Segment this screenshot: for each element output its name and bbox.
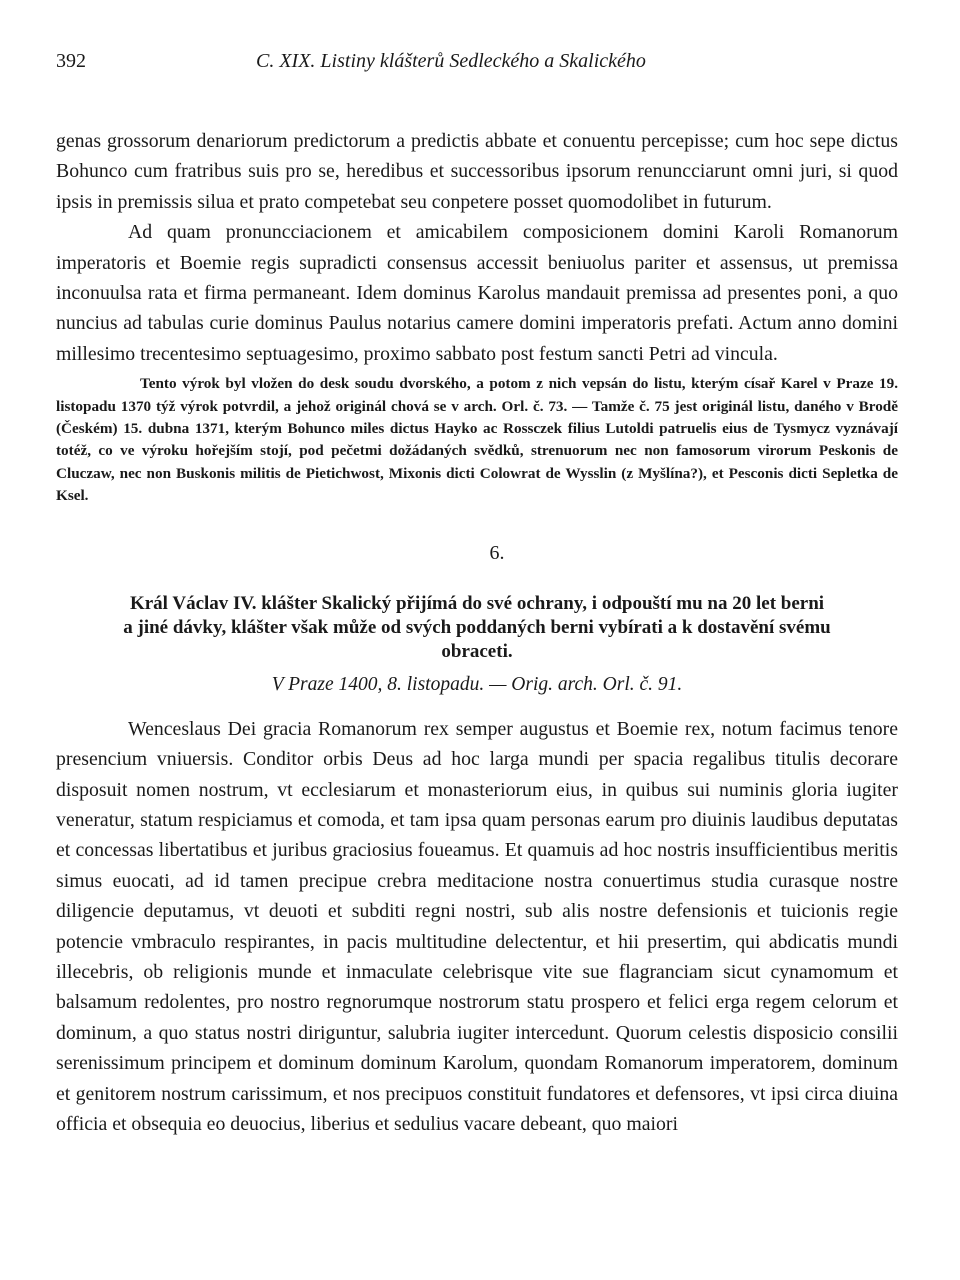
paragraph-continuation: genas grossorum denariorum predictorum a predictis abbate et conuentu percepisse; cum hoc sepe dictus Bohunco cum fratribus suis pro se, heredibus et successoribus ipsorum renuncciarunt omni juri, si quod ipsis in premissis silua et prato competebat seu conpetere posset quomodolibet in futurum. (56, 130, 898, 213)
running-title: C. XIX. Listiny klášterů Sedleckého a Skalického (256, 50, 646, 72)
paragraph-closing: Ad quam pronuncciacionem et amicabilem composicionem domini Karoli Romanorum imperatoris et Boemie regis supradicti consensus accessit beniuolus pariter et assensus, ut premissa inconuulsa rata et firma permaneant. Idem dominus Karolus mandauit premissa ad presentes poni, a quo nuncius ad tabulas curie dominus Paulus notarius camere domini imperatoris prefati. Actum anno domini millesimo trecentesimo septuagesimo, proximo sabbato post festum sancti Petri ad vincula. (56, 221, 898, 365)
document-heading (56, 592, 898, 664)
editorial-note: Tento výrok byl vložen do desk soudu dvorského, a potom z nich vepsán do listu, kterým císař Karel v Praze 19. listopadu 1370 týž výrok potvrdil, a jehož originál chová se v arch. Orl. č. 73. — Tamže č. 75 jest originál listu, daného v Brodě (Českém) 15. dubna 1371, kterým Bohunco miles dictus Hayko ac Rossczek filius Lutoldi patruelis eius de Tysmycz vyznávají totéž, co ve výroku hořejším stojí, pod pečetmi dožádaných svědků, strenuorum nec non famosorum virorum Peskonis de Cluczaw, nec non Buskonis militis de Pietichwost, Mixonis dicti Colowrat de Wysslin (z Myšlína?), et Pesconis dicti Sepletka de Ksel. (56, 375, 898, 505)
page-number: 392 (56, 50, 86, 72)
heading-line: Král Václav IV. klášter Skalický přijímá do své ochrany, i odpouští mu na 20 let berni (129, 592, 825, 614)
document-number: 6. (489, 541, 505, 564)
heading-line: a jiné dávky, klášter však může od svých poddaných berni vybírati a k dostavění svému (123, 616, 831, 638)
previous-document-continuation (56, 126, 898, 508)
heading-line: obraceti. (441, 640, 513, 662)
charter-text: Wenceslaus Dei gracia Romanorum rex semper augustus et Boemie rex, notum facimus tenore presencium vniuersis. Conditor orbis Deus ad hoc larga mundi per spacia regalibus titulis decorare disposuit nomen nostrum, vt ecclesiarum et monasteriorum eius, in quibus sui numinis gloria iugiter veneratur, statum respiciamus et comoda, et tam ipsa quam personas earum pro diuinis laudibus deputatas et concessas libertatibus et juribus graciosius foueamus. Et quamuis ad hoc nostris insufficientibus meritis simus euocati, ad id tamen precipue crebra meditacione nostra conuertimus studia curasque nostre diligencie deputamus, vt deuoti et subditi regni nostri, sub alis nostre defensionis et tuicionis regie potencie vmbraculo respirantes, in pacis multitudine delectentur, et hii presertim, qui abdicatis mundi illecebris, ob religionis munde et inmaculate celebrisque vite sue flagranciam sicut cynamomum et balsamum redolentes, pro nostro regnorumque nostrorum statu prospero et felici erga regem celorum et dominum, a quo status nostri diriguntur, salubria iugiter intercedunt. Quorum celestis disposicio consilii serenissimum principem et dominum dominum Karolum, quondam Romanorum imperatorem, dominum et genitorem nostrum carissimum, et nos precipuos constituit fundatores et defensores, vt ipsi circa diuina officia et obsequia eo deuocius, liberius et sedulius vacare debeant, quo maiori (56, 717, 898, 1135)
dateline: V Praze 1400, 8. listopadu. — Orig. arch. Orl. č. 91. (271, 673, 683, 695)
running-head (56, 40, 898, 78)
